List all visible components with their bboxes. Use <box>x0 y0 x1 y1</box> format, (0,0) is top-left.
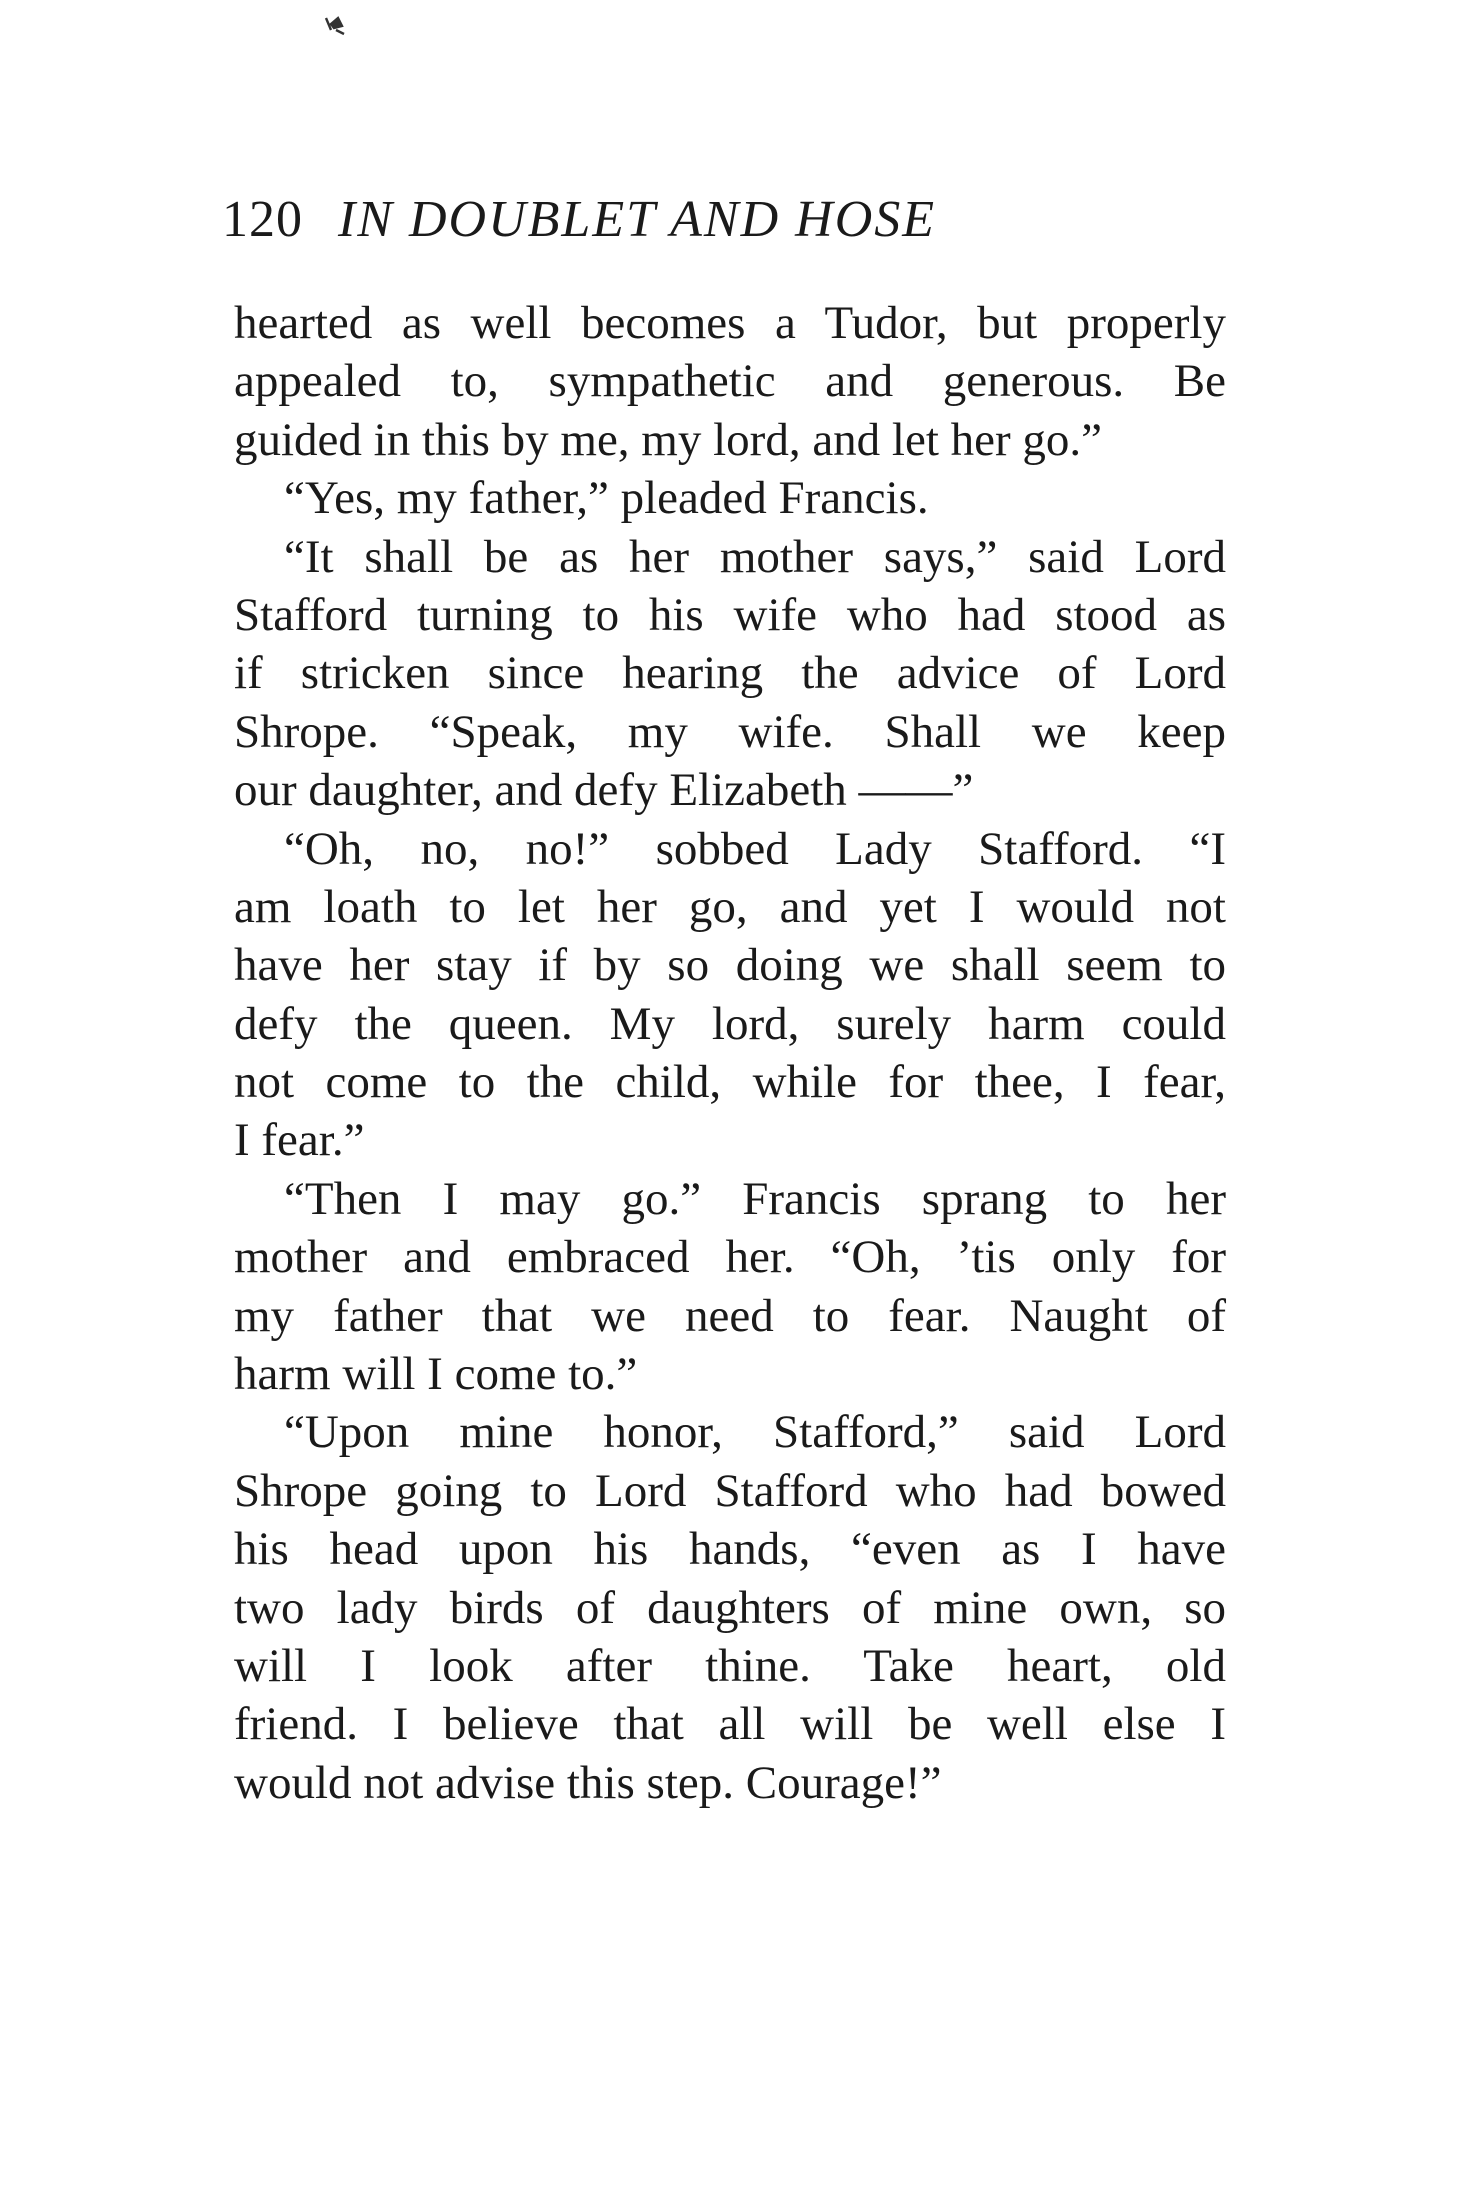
text-line: his head upon his hands, “even as I have <box>234 1523 1226 1576</box>
body-text <box>234 294 1226 1812</box>
text-line: guided in this by me, my lord, and let her go.” <box>234 413 1103 466</box>
text-line: am loath to let her go, and yet I would not <box>234 880 1226 933</box>
text-line: defy the queen. My lord, surely harm could <box>234 997 1226 1050</box>
text-line: two lady birds of daughters of mine own, so <box>234 1581 1226 1634</box>
text-line: “It shall be as her mother says,” said Lord <box>284 530 1226 583</box>
text-line: “Yes, my father,” pleaded Francis. <box>284 472 929 525</box>
text-line: hearted as well becomes a Tudor, but properly <box>234 297 1226 349</box>
text-line: harm will I come to.” <box>234 1348 638 1401</box>
text-line: not come to the child, while for thee, I fear, <box>234 1056 1226 1109</box>
text-line: if stricken since hearing the advice of Lord <box>234 647 1226 700</box>
text-line: “Then I may go.” Francis sprang to her <box>284 1172 1226 1225</box>
text-line: would not advise this step. Courage!” <box>234 1756 942 1809</box>
text-line: I fear.” <box>234 1114 365 1167</box>
text-line: Stafford turning to his wife who had stood as <box>234 588 1226 641</box>
text-line: “Upon mine honor, Stafford,” said Lord <box>284 1406 1226 1459</box>
text-line: friend. I believe that all will be well else I <box>234 1698 1226 1751</box>
ink-speck-mark <box>322 14 348 36</box>
text-line: Shrope going to Lord Stafford who had bowed <box>234 1464 1226 1517</box>
text-line: my father that we need to fear. Naught of <box>234 1289 1226 1342</box>
text-line: Shrope. “Speak, my wife. Shall we keep <box>234 705 1226 758</box>
page-number: 120 <box>222 191 303 248</box>
running-header <box>222 188 936 252</box>
text-line: have her stay if by so doing we shall seem to <box>234 939 1226 992</box>
running-title: IN DOUBLET AND HOSE <box>338 191 937 248</box>
text-line: will I look after thine. Take heart, old <box>234 1639 1226 1692</box>
text-line: appealed to, sympathetic and generous. Be <box>234 355 1226 408</box>
text-line: “Oh, no, no!” sobbed Lady Stafford. “I <box>284 822 1226 875</box>
text-line: our daughter, and defy Elizabeth ——” <box>234 764 974 817</box>
text-line: mother and embraced her. “Oh, ’tis only for <box>234 1231 1226 1284</box>
